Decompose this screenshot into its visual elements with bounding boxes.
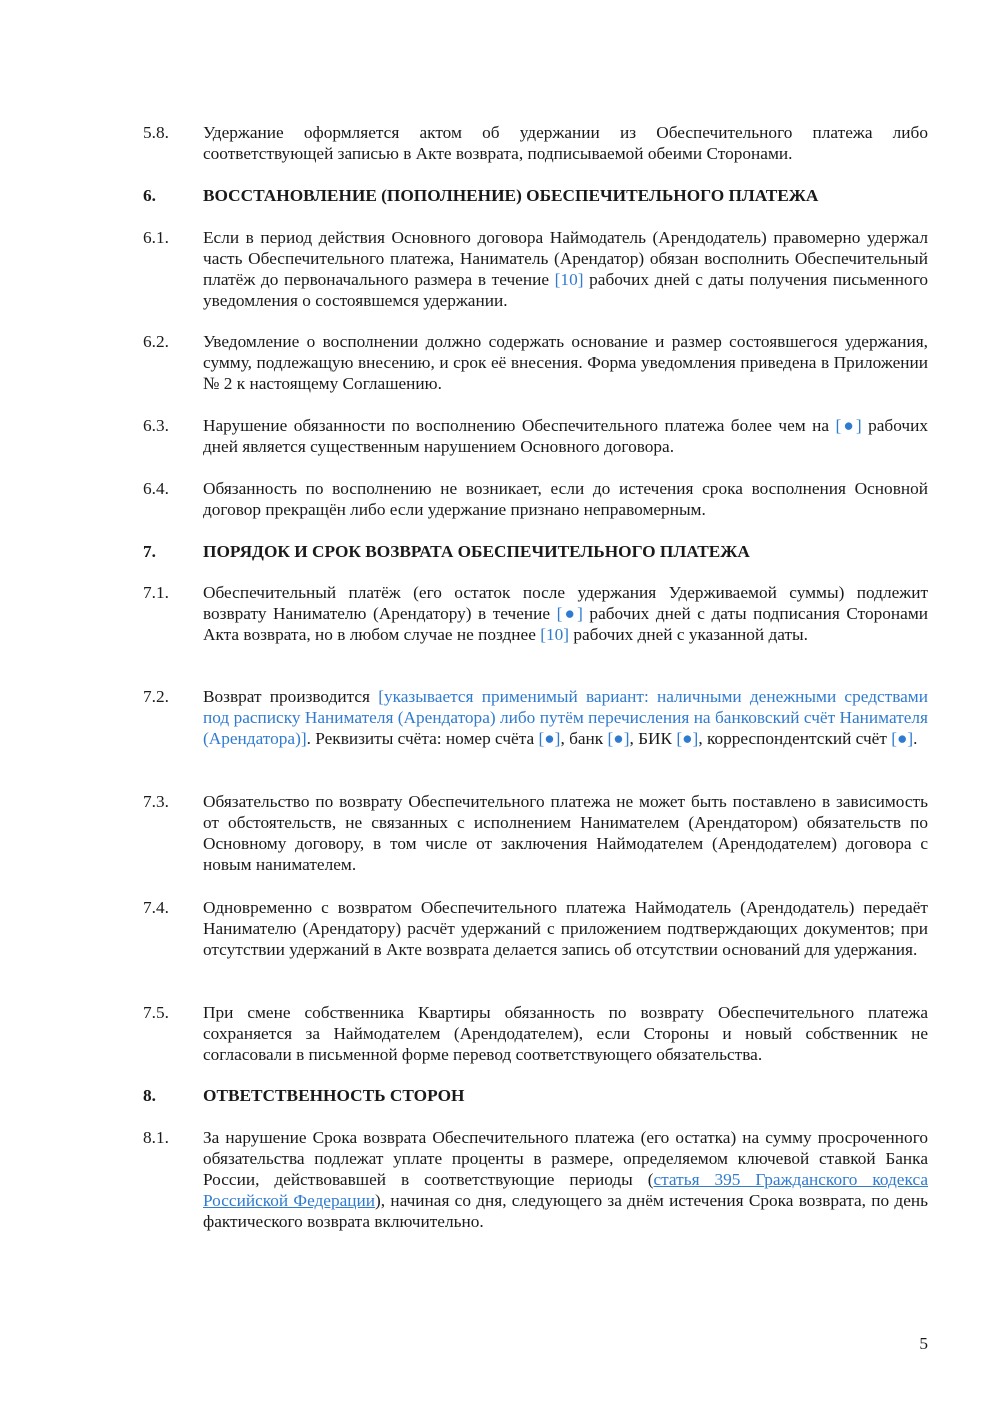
clause-number: 6.4.: [143, 479, 169, 498]
clause-text: Нарушение обязанности по восполнению Обеспечительного платежа более чем на [●] рабочих дней является существенным нарушением Основного договора.: [203, 416, 928, 456]
placeholder: [●]: [835, 416, 862, 435]
section-title: ПОРЯДОК И СРОК ВОЗВРАТА ОБЕСПЕЧИТЕЛЬНОГО ПЛАТЕЖА: [203, 542, 750, 561]
section-heading-7: [143, 541, 928, 562]
clause-number: 7.1.: [143, 583, 169, 602]
clause-number: 6.1.: [143, 228, 169, 247]
clause-7-5: [143, 1002, 928, 1065]
clause-6-3: [143, 415, 928, 457]
clause-7-1: [143, 582, 928, 645]
clause-7-3: [143, 791, 928, 875]
section-title: ОТВЕТСТВЕННОСТЬ СТОРОН: [203, 1086, 465, 1105]
clause-text: Удержание оформляется актом об удержании из Обеспечительного платежа либо соответствующей записью в Акте возврата, подписываемой обеими Сторонами.: [203, 123, 928, 163]
placeholder: [●]: [556, 604, 583, 623]
placeholder: [указывается применимый вариант: наличными денежными средствами под расписку Нанимателя (Арендатора) либо путём перечисления на банковский счёт Нанимателя (Арендатора)]: [203, 687, 928, 748]
section-number: 8.: [143, 1086, 156, 1105]
clause-number: 6.3.: [143, 416, 169, 435]
clause-text: При смене собственника Квартиры обязанность по возврату Обеспечительного платежа сохраняется за Наймодателем (Арендодателем), если Стороны и новый собственник не согласовали в письменной форме перевод соответствующего обязательства.: [203, 1003, 928, 1064]
clause-number: 7.4.: [143, 898, 169, 917]
clause-8-1: [143, 1127, 928, 1232]
section-heading-6: [143, 185, 928, 206]
section-heading-8: [143, 1085, 928, 1106]
clause-number: 7.2.: [143, 687, 169, 706]
section-number: 6.: [143, 186, 156, 205]
placeholder: [●]: [538, 729, 561, 748]
clause-text: Одновременно с возвратом Обеспечительного платежа Наймодатель (Арендодатель) передаёт Нанимателю (Арендатору) расчёт удержаний с приложением подтверждающих документов; при отсутствии удержаний в Акте возврата делается запись об отсутствии оснований для удержания.: [203, 898, 928, 959]
clause-number: 6.2.: [143, 332, 169, 351]
placeholder: [●]: [891, 729, 914, 748]
clause-6-2: [143, 331, 928, 394]
section-title: ВОССТАНОВЛЕНИЕ (ПОПОЛНЕНИЕ) ОБЕСПЕЧИТЕЛЬНОГО ПЛАТЕЖА: [203, 186, 819, 205]
clause-text: Уведомление о восполнении должно содержать основание и размер состоявшегося удержания, сумму, подлежащую внесению, и срок её внесения. Форма уведомления приведена в Приложении № 2 к настоящему Соглашению.: [203, 332, 928, 393]
clause-number: 8.1.: [143, 1128, 169, 1147]
clause-5-8: [143, 122, 928, 164]
page-number: 5: [919, 1334, 928, 1353]
clause-text: Возврат производится [указывается применимый вариант: наличными денежными средствами под расписку Нанимателя (Арендатора) либо путём перечисления на банковский счёт Нанимателя (Арендатора)]. Реквизиты счёта: номер счёта [●], банк [●], БИК [●], корреспондентский счёт [●].: [203, 687, 928, 748]
clause-text: Если в период действия Основного договора Наймодатель (Арендодатель) правомерно удержал часть Обеспечительного платежа, Наниматель (Арендатор) обязан восполнить Обеспечительный платёж до первоначального размера в течение [10] рабочих дней с даты получения письменного уведомления о состоявшемся удержании.: [203, 228, 928, 310]
law-reference-link[interactable]: статья 395 Гражданского кодекса Российской Федерации: [203, 1170, 928, 1210]
clause-number: 5.8.: [143, 123, 169, 142]
placeholder: [●]: [676, 729, 699, 748]
clause-6-1: [143, 227, 928, 311]
section-number: 7.: [143, 542, 156, 561]
placeholder: [10]: [540, 625, 570, 644]
clause-text: За нарушение Срока возврата Обеспечительного платежа (его остатка) на сумму просроченного обязательства подлежат уплате проценты в размере, определяемом ключевой ставкой Банка России, действовавшей в соответствующие периоды (статья 395 Гражданского кодекса Российской Федерации), начиная со дня, следующего за днём истечения Срока возврата, по день фактического возврата включительно.: [203, 1128, 928, 1231]
clause-text: Обеспечительный платёж (его остаток после удержания Удерживаемой суммы) подлежит возврату Нанимателю (Арендатору) в течение [●] рабочих дней с даты подписания Сторонами Акта возврата, но в любом случае не позднее [10] рабочих дней с указанной даты.: [203, 583, 929, 644]
clause-text: Обязанность по восполнению не возникает, если до истечения срока восполнения Основной договор прекращён либо если удержание признано неправомерным.: [203, 479, 928, 519]
clause-text: Обязательство по возврату Обеспечительного платежа не может быть поставлено в зависимость от обстоятельств, не связанных с исполнением Нанимателем (Арендатором) обязательств по Основному договору, в том числе от заключения Наймодателем (Арендодателем) договора с новым нанимателем.: [203, 792, 928, 874]
clause-6-4: [143, 478, 928, 520]
placeholder: [●]: [607, 729, 630, 748]
clause-number: 7.5.: [143, 1003, 169, 1022]
placeholder: [10]: [554, 270, 584, 289]
clause-7-4: [143, 897, 928, 960]
clause-number: 7.3.: [143, 792, 169, 811]
clause-7-2: [143, 686, 928, 749]
